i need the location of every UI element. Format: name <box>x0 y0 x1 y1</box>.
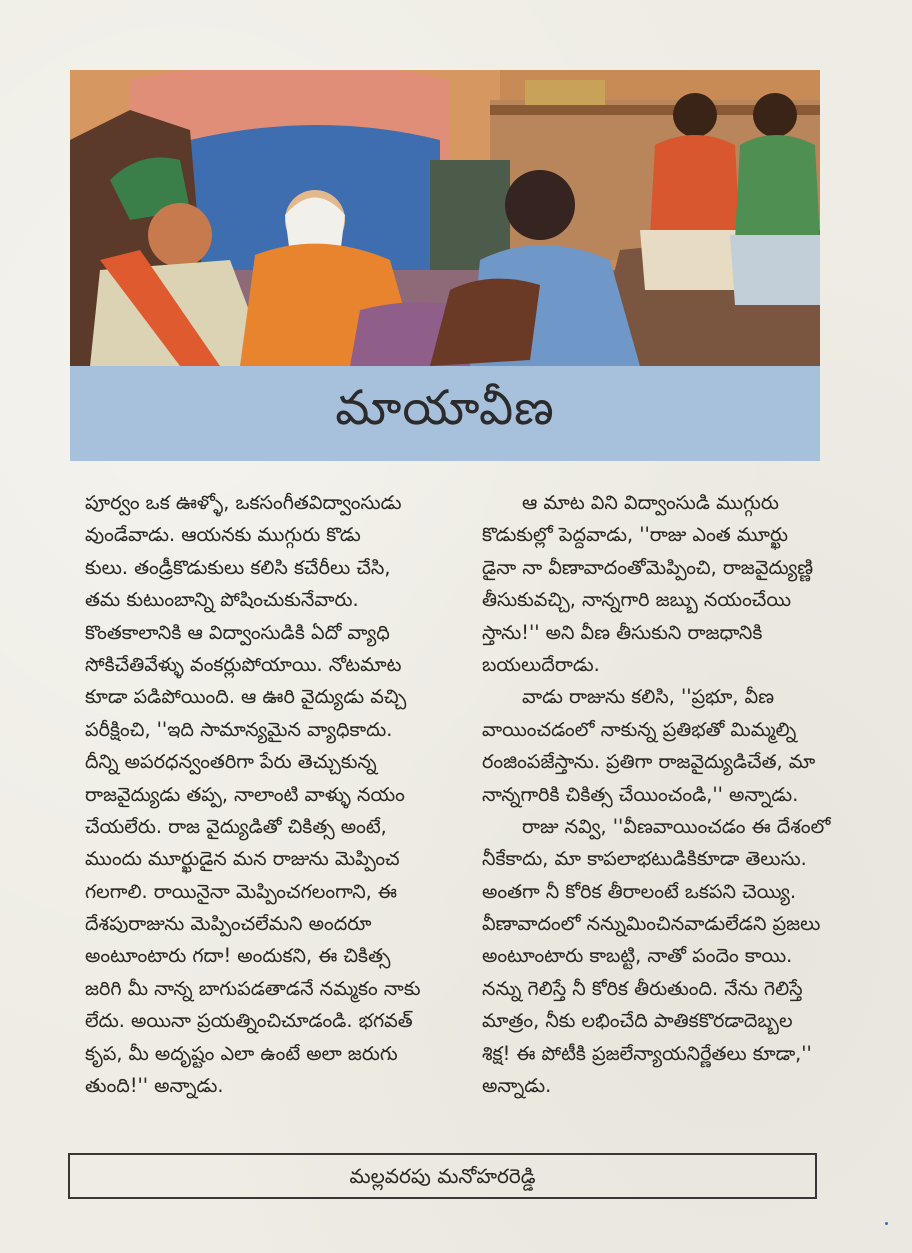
text-line: పూర్వం ఒక ఊళ్ళో, ఒకసంగీతవిద్వాంసుడు <box>85 491 402 514</box>
text-line: అంటూంటారు కాబట్టి, నాతో పందెం కాయి. <box>482 944 793 968</box>
text-line: తీసుకువచ్చి, నాన్నగారి జబ్బు నయంచేయి <box>482 588 792 612</box>
text-line: కృప, మీ అదృష్టం ఎలా ఉంటే అలా జరుగు <box>85 1041 398 1065</box>
text-line: ఆ మాట విని విద్వాంసుడి ముగ్గురు <box>522 491 779 514</box>
text-line: లేదు. అయినా ప్రయత్నించిచూడండి. భగవత్ <box>85 1009 413 1033</box>
text-line: రాజవైద్యుడు తప్ప, నాలాంటి వాళ్ళు నయం <box>85 782 405 806</box>
text-line: దీన్ని అపరధన్వంతరిగా పేరు తెచ్చుకున్న <box>85 750 377 774</box>
text-line: మాత్రం, నీకు లభించేది పాతికకొరడాదెబ్బల <box>482 1009 793 1033</box>
text-line: పరీక్షించి, ''ఇది సామాన్యమైన వ్యాధికాదు. <box>85 717 393 741</box>
author-box <box>68 1153 817 1199</box>
text-line: రంజింపజేస్తాను. ప్రతిగా రాజవైద్యుడిచేత, మా <box>482 750 816 774</box>
text-line: స్తాను!'' అని వీణ తీసుకుని రాజధానికి <box>482 620 763 644</box>
text-line: గలగాలి. రాయినైనా మెప్పించగలంగాని, ఈ <box>85 879 397 903</box>
text-line: కులు. తండ్రీకొడుకులు కలిసి కచేరీలు చేసి, <box>85 555 391 579</box>
text-line: వాయించడంలో నాకున్న ప్రతిభతో మిమ్మల్ని <box>482 717 797 741</box>
story-illustration <box>70 70 820 366</box>
text-line: తమ కుటుంబాన్ని పోషించుకునేవారు. <box>85 588 359 612</box>
text-line: కొంతకాలానికి ఆ విద్వాంసుడికి ఏదో వ్యాధి <box>85 620 390 644</box>
text-line: కొడుకుల్లో పెద్దవాడు, ''రాజు ఎంత మూర్ఖు <box>482 523 788 547</box>
text-line: అన్నాడు. <box>482 1074 552 1098</box>
text-line: వాడు రాజును కలిసి, ''ప్రభూ, వీణ <box>522 685 775 709</box>
story-title: మాయావీణ <box>335 380 555 436</box>
text-line: దేశపురాజును మెప్పించలేమని అందరూ <box>85 912 372 936</box>
ink-speck <box>885 1222 888 1225</box>
text-line: బయలుదేరాడు. <box>482 652 600 676</box>
text-line: వీణావాదంలో నన్నుమించినవాడులేడని ప్రజలు <box>482 912 821 936</box>
text-line: చేయలేరు. రాజ వైద్యుడితో చికిత్స అంటే, <box>85 814 387 838</box>
text-line: కూడా పడిపోయింది. ఆ ఊరి వైద్యుడు వచ్చి <box>85 685 407 709</box>
left-column <box>85 487 435 1102</box>
text-line: నాన్నగారికి చికిత్స చేయించండి,'' అన్నాడు. <box>482 782 799 806</box>
text-line: డైనా నా వీణావాదంతోమెప్పించి, రాజవైద్యుణ్ణి <box>482 555 814 579</box>
text-line: సోకిచేతివేళ్ళు వంకర్లుపోయాయి. నోటమాట <box>85 652 402 676</box>
text-line: శిక్ష! ఈ పోటీకి ప్రజలేన్యాయనిర్ణేతలు కూడా,'' <box>482 1041 812 1065</box>
text-line: జరిగి మీ నాన్న బాగుపడతాడనే నమ్మకం నాకు <box>85 976 421 1000</box>
title-band <box>70 366 820 461</box>
text-line: ముందు మూర్ఖుడైన మన రాజును మెప్పించ <box>85 847 400 871</box>
text-line: నీకేకాదు, మా కాపలాభటుడికికూడా తెలుసు. <box>482 847 807 871</box>
right-column <box>482 487 831 1102</box>
text-line: నన్ను గెలిస్తే నీ కోరిక తీరుతుంది. నేను గెలిస్తే <box>482 976 803 1000</box>
text-line: రాజు నవ్వి, ''వీణవాయించడం ఈ దేశంలో <box>522 814 831 838</box>
text-line: వుండేవాడు. ఆయనకు ముగ్గురు కొడు <box>85 523 361 547</box>
text-line: అంతగా నీ కోరిక తీరాలంటే ఒకపని చెయ్యి. <box>482 879 797 903</box>
text-line: అంటూంటారు గదా! అందుకని, ఈ చికిత్స <box>85 944 391 968</box>
author-name: మల్లవరపు మనోహరరెడ్డి <box>349 1164 536 1188</box>
text-line: తుంది!'' అన్నాడు. <box>85 1074 224 1098</box>
